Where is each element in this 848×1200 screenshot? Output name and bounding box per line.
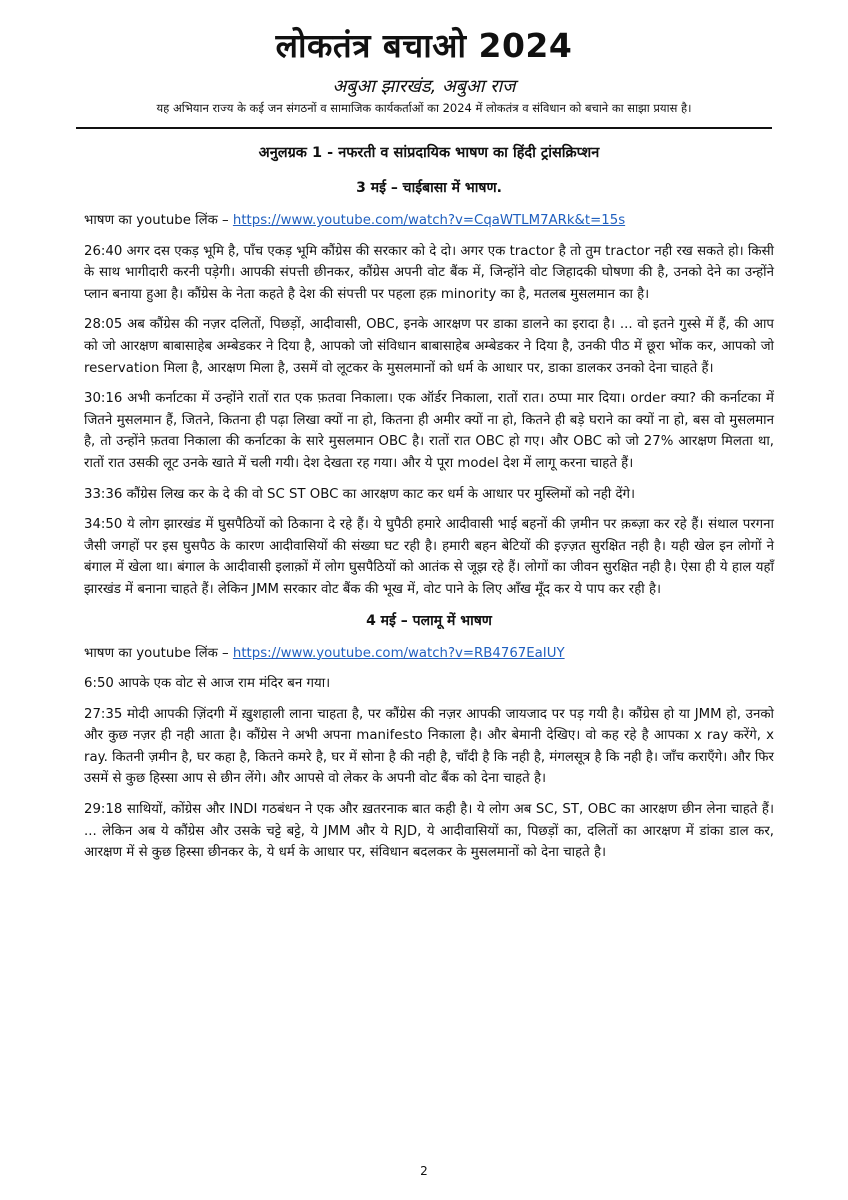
transcript-paragraph: 30:16 अभी कर्नाटका में उन्होंने रातों रात एक फ़तवा निकाला। एक ऑर्डर निकाला, रातों रात। ठप्पा मार दिया। order क्या? की कर्नाटका में जितने मुसलमान हैं, जितने, कितना ही पढ़ा लिखा क्यों ना हो, कितना ही अमीर क्यों ना हो, कितने ही बड़े घराने का क्यों ना हो, बस वो मुसलमान है, तो उन्होंने फ़तवा निकाला की कर्नाटका के सारे मुसलमान OBC है। रातों रात OBC हो गए। और OBC को जो 27% आरक्षण मिलता था, रातों रात उसकी लूट उनके खाते में चली गयी। देश देखता रह गया। और ये पूरा model देश में लागू करना चाहते हैं। (84, 391, 774, 471)
youtube-link-label: भाषण का youtube लिंक – (84, 213, 233, 228)
transcript-paragraph: 6:50 आपके एक वोट से आज राम मंदिर बन गया। (84, 676, 331, 692)
annex-title: अनुलग्रक 1 - नफरती व सांप्रदायिक भाषण का हिंदी ट्रांसक्रिप्शन (258, 145, 600, 161)
speech-section-palamu (84, 610, 774, 864)
section-heading: 4 मई – पलामू में भाषण (366, 612, 492, 629)
speech-section-chaibasa (84, 177, 774, 601)
document-body (84, 142, 774, 873)
transcript-paragraph: 33:36 कौंग्रेस लिख कर के दे की वो SC ST OBC का आरक्षण काट कर धर्म के आधार पर मुस्लिमों को नही देंगे। (84, 486, 636, 502)
transcript-paragraph: 27:35 मोदी आपकी ज़िंदगी में ख़ुशहाली लाना चाहता है, पर कौंग्रेस की नज़र आपकी जायजाद पर पड़ गयी है। कौंग्रेस हो या JMM हो, उनको और कुछ नज़र ही नही आता है। कौंग्रेस ने अभी अपना manifesto निकाला है। और बेमानी देखिए। वो कह रहे है आपका x ray करेंगे, x ray. कितनी ज़मीन है, घर कहा है, कितने कमरे है, घर में सोना है की नही है, चाँदी है कि नही है, मंगलसूत्र है कि नही है। जाँच कराएँगे। और फिर उसमें से कुछ हिस्सा आप से छीन लेंगे। और आपसे वो लेकर के अपनी वोट बैंक को देना चाहते है। (84, 706, 774, 787)
page-number: 2 (420, 1164, 428, 1178)
transcript-paragraph: 28:05 अब कौंग्रेस की नज़र दलितों, पिछड़ों, आदीवासी, OBC, इनके आरक्षण पर डाका डालने का इरादा है। ... वो इतने गुस्से में हैं, की आप को जो आरक्षण बाबासाहेब अम्बेडकर ने दिया है, आपको जो संविधान बाबासाहेब अम्बेडकर ने दिया है, उनकी पीठ में छूरा भोंक कर, आपको जो reservation मिला है, आरक्षण मिला है, उसमें वो लूटकर के मुसलमानों को धर्म के आधार पर, डाका डालकर उनको देना चाहते हैं। (84, 317, 774, 376)
transcript-paragraph: 26:40 अगर दस एकड़ भूमि है, पाँच एकड़ भूमि कौंग्रेस की सरकार को दे दो। अगर एक tractor है तो तुम tractor नही रख सकते हो। किसी के साथ भागीदारी करनी पड़ेगी। आपकी संपत्ती छीनकर, कौंग्रेस अपनी वोट बैंक में, जिन्होंने वोट जिहादकी घोषणा की है, उनको देने का उन्होंने प्लान बनाया हुआ है। कौंग्रेस के नेता कहते है देश की संपत्ती पर पहला हक़ minority का है, मतलब मुसलमान का है। (84, 243, 774, 302)
youtube-link-line (84, 643, 774, 665)
document-subtitle: अबुआ झारखंड, अबुआ राज (332, 76, 516, 97)
campaign-tagline: यह अभियान राज्य के कई जन संगठनों व सामाजिक कार्यकर्ताओं का 2024 में लोकतंत्र व संविधान को बचाने का साझा प्रयास है। (156, 101, 692, 115)
header-divider (76, 127, 772, 129)
document-title: लोकतंत्र बचाओ 2024 (275, 26, 573, 65)
transcript-paragraph: 34:50 ये लोग झारखंड में घुसपैठियों को ठिकाना दे रहे हैं। ये घुपैठी हमारे आदीवासी भाई बहनों की ज़मीन पर क़ब्ज़ा कर रहे हैं। संथाल परगना जैसी जगहों पर इस घुसपैठ के कारण आदीवासियों की संख्या घट रही है। हमारी बहन बेटियों की इज़्ज़त सुरक्षित नही है। यही खेल इन लोगों ने बंगाल में खेला था। बंगाल के आदीवासी इलाक़ों में लोग घुसपैठियों को आतंक से जूझ रहे हैं। लोगों का जीवन सुरक्षित नही है। ऐसा ही ये हाल यहाँ झारखंड में बनाना चाहते हैं। लेकिन JMM सरकार वोट बैंक की भूख में, वोट पाने के लिए आँख मूँद कर ये पाप कर रही है। (84, 517, 774, 597)
transcript-paragraph: 29:18 साथियों, कोंग्रेस और INDI गठबंधन ने एक और ख़तरनाक बात कही है। ये लोग अब SC, ST, OBC का आरक्षण छीन लेना चाहते हैं। ... लेकिन अब ये कौंग्रेस और उसके चट्टे बट्टे, ये JMM और ये RJD, ये आदीवासियों का, पिछड़ों का, दलितों का आरक्षण में डांका डाल कर, आरक्षण में से कुछ हिस्सा छीनकर के, ये धर्म के आधार पर, संविधान बदलकर के मुसलमानों को देना चाहते है। (84, 802, 774, 861)
youtube-link[interactable]: https://www.youtube.com/watch?v=RB4767EaIUY (232, 645, 565, 661)
youtube-link[interactable]: https://www.youtube.com/watch?v=CqaWTLM7ARk&t=15s (232, 213, 626, 228)
youtube-link-label: भाषण का youtube लिंक – (84, 645, 233, 661)
youtube-link-line (84, 210, 774, 232)
section-heading: 3 मई – चाईबासा में भाषण. (356, 180, 502, 196)
